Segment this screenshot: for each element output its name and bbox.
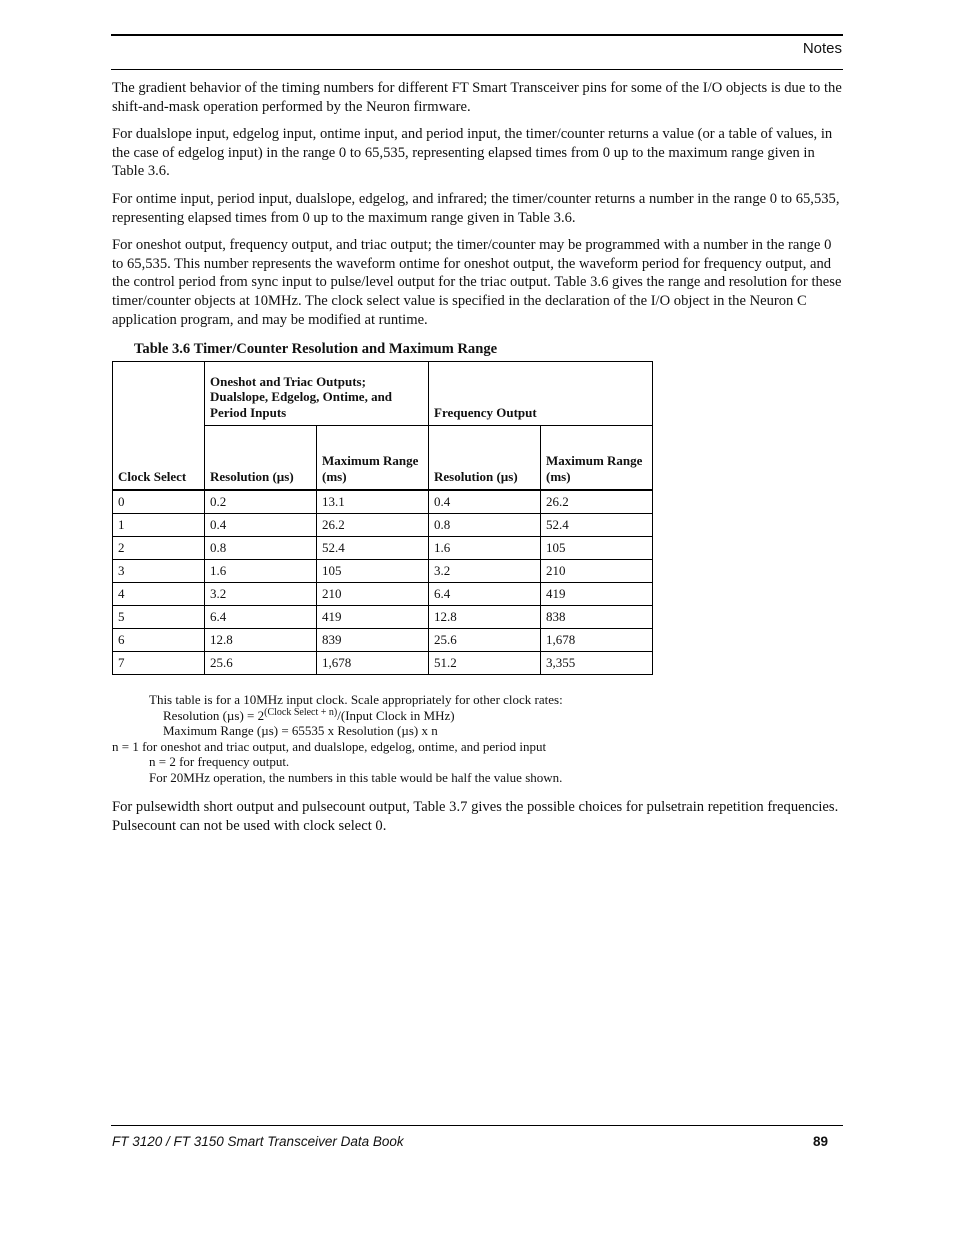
cell: 25.6 (205, 652, 317, 675)
cell: 52.4 (541, 514, 653, 537)
cell: 6.4 (205, 606, 317, 629)
cell: 210 (317, 583, 429, 606)
cell: 4 (113, 583, 205, 606)
header-max-range: Maximum Range (ms) (541, 426, 653, 491)
header-clock-select: Clock Select (113, 362, 205, 491)
cell: 1.6 (205, 560, 317, 583)
cell: 210 (541, 560, 653, 583)
cell: 13.1 (317, 490, 429, 514)
cell: 0.4 (205, 514, 317, 537)
paragraph: The gradient behavior of the timing numbers for different FT Smart Transceiver pins for some of the I/O objects is due to the shift-and-mask operation performed by the Neuron firmware. (112, 80, 842, 115)
cell: 0.4 (429, 490, 541, 514)
cell: 3,355 (541, 652, 653, 675)
cell: 0.8 (205, 537, 317, 560)
table-row (113, 514, 653, 537)
table-row (113, 606, 653, 629)
header-max-range: Maximum Range (ms) (317, 426, 429, 491)
paragraph: For ontime input, period input, dualslope, edgelog, and infrared; the timer/counter returns a number in the range 0 to 65,535, representing elapsed times from 0 up to the maximum range given in Table 3.6. (112, 190, 840, 226)
cell: 0.2 (205, 490, 317, 514)
note-line: n = 1 for oneshot and triac output, and dualslope, edgelog, ontime, and period input (112, 738, 547, 754)
cell: 838 (541, 606, 653, 629)
paragraph: For oneshot output, frequency output, and triac output; the timer/counter may be programmed with a number in the range 0 to 65,535. This number represents the waveform ontime for oneshot output, the waveform period for frequency output, and the control period from sync input to pulse/level output for the triac output. Table 3.6 gives the range and resolution for these timer/counter objects at 10MHz. The clock select value is specified in the declaration of the I/O object in the Neuron C application program, and may be modified at runtime. (112, 237, 842, 328)
formula-exponent: (Clock Select + n) (264, 706, 338, 718)
cell: 26.2 (541, 490, 653, 514)
cell: 7 (113, 652, 205, 675)
paragraph: For pulsewidth short output and pulsecount output, Table 3.7 gives the possible choices for pulsetrain repetition frequencies. Pulsecount can not be used with clock select 0. (112, 799, 839, 834)
page-number: 89 (812, 1134, 828, 1149)
table-row (113, 629, 653, 652)
timer-counter-table (112, 361, 653, 675)
cell: 3.2 (429, 560, 541, 583)
table-row (113, 490, 653, 514)
header-subrule (111, 69, 843, 70)
header-rule (111, 34, 843, 36)
cell: 2 (113, 537, 205, 560)
cell: 51.2 (429, 652, 541, 675)
table-caption: Table 3.6 Timer/Counter Resolution and Maximum Range (134, 341, 498, 357)
table-row (113, 583, 653, 606)
header-group-oneshot: Oneshot and Triac Outputs; Dualslope, Edgelog, Ontime, and Period Inputs (205, 362, 429, 426)
header-resolution: Resolution (µs) (429, 426, 541, 491)
cell: 419 (317, 606, 429, 629)
note-line: For 20MHz operation, the numbers in this table would be half the value shown. (149, 769, 563, 785)
max-range-formula: Maximum Range (µs) = 65535 x Resolution (µs) x n (163, 723, 438, 738)
cell: 26.2 (317, 514, 429, 537)
resolution-formula (149, 708, 563, 724)
table-row (113, 537, 653, 560)
table-row (113, 652, 653, 675)
cell: 6 (113, 629, 205, 652)
section-header: Notes (802, 40, 842, 57)
note-line: n = 2 for frequency output. (149, 754, 290, 769)
cell: 25.6 (429, 629, 541, 652)
cell: 12.8 (205, 629, 317, 652)
table-notes (112, 692, 563, 785)
cell: 105 (317, 560, 429, 583)
header-resolution: Resolution (µs) (205, 426, 317, 491)
table-row (113, 560, 653, 583)
footer-rule (111, 1125, 843, 1126)
cell: 419 (541, 583, 653, 606)
cell: 1,678 (317, 652, 429, 675)
cell: 105 (541, 537, 653, 560)
cell: 3 (113, 560, 205, 583)
cell: 6.4 (429, 583, 541, 606)
cell: 1,678 (541, 629, 653, 652)
cell: 5 (113, 606, 205, 629)
note-line: This table is for a 10MHz input clock. Scale appropriately for other clock rates: (149, 692, 563, 707)
cell: 1 (113, 514, 205, 537)
cell: 52.4 (317, 537, 429, 560)
closing-text (112, 798, 842, 835)
formula-text: Resolution (µs) = 2 (163, 707, 265, 723)
cell: 12.8 (429, 606, 541, 629)
cell: 3.2 (205, 583, 317, 606)
header-group-frequency: Frequency Output (429, 362, 653, 426)
footer-book-title: FT 3120 / FT 3150 Smart Transceiver Data Book (112, 1134, 404, 1149)
paragraph: For dualslope input, edgelog input, ontime input, and period input, the timer/counter returns a value (or a table of values, in the case of edgelog input) in the range 0 to 65,535, representing elapsed times from 0 up to the maximum range given in Table 3.6. (112, 126, 833, 180)
cell: 839 (317, 629, 429, 652)
cell: 0.8 (429, 514, 541, 537)
cell: 1.6 (429, 537, 541, 560)
formula-text: /(Input Clock in MHz) (337, 707, 455, 723)
cell: 0 (113, 490, 205, 514)
body-text (112, 79, 842, 338)
